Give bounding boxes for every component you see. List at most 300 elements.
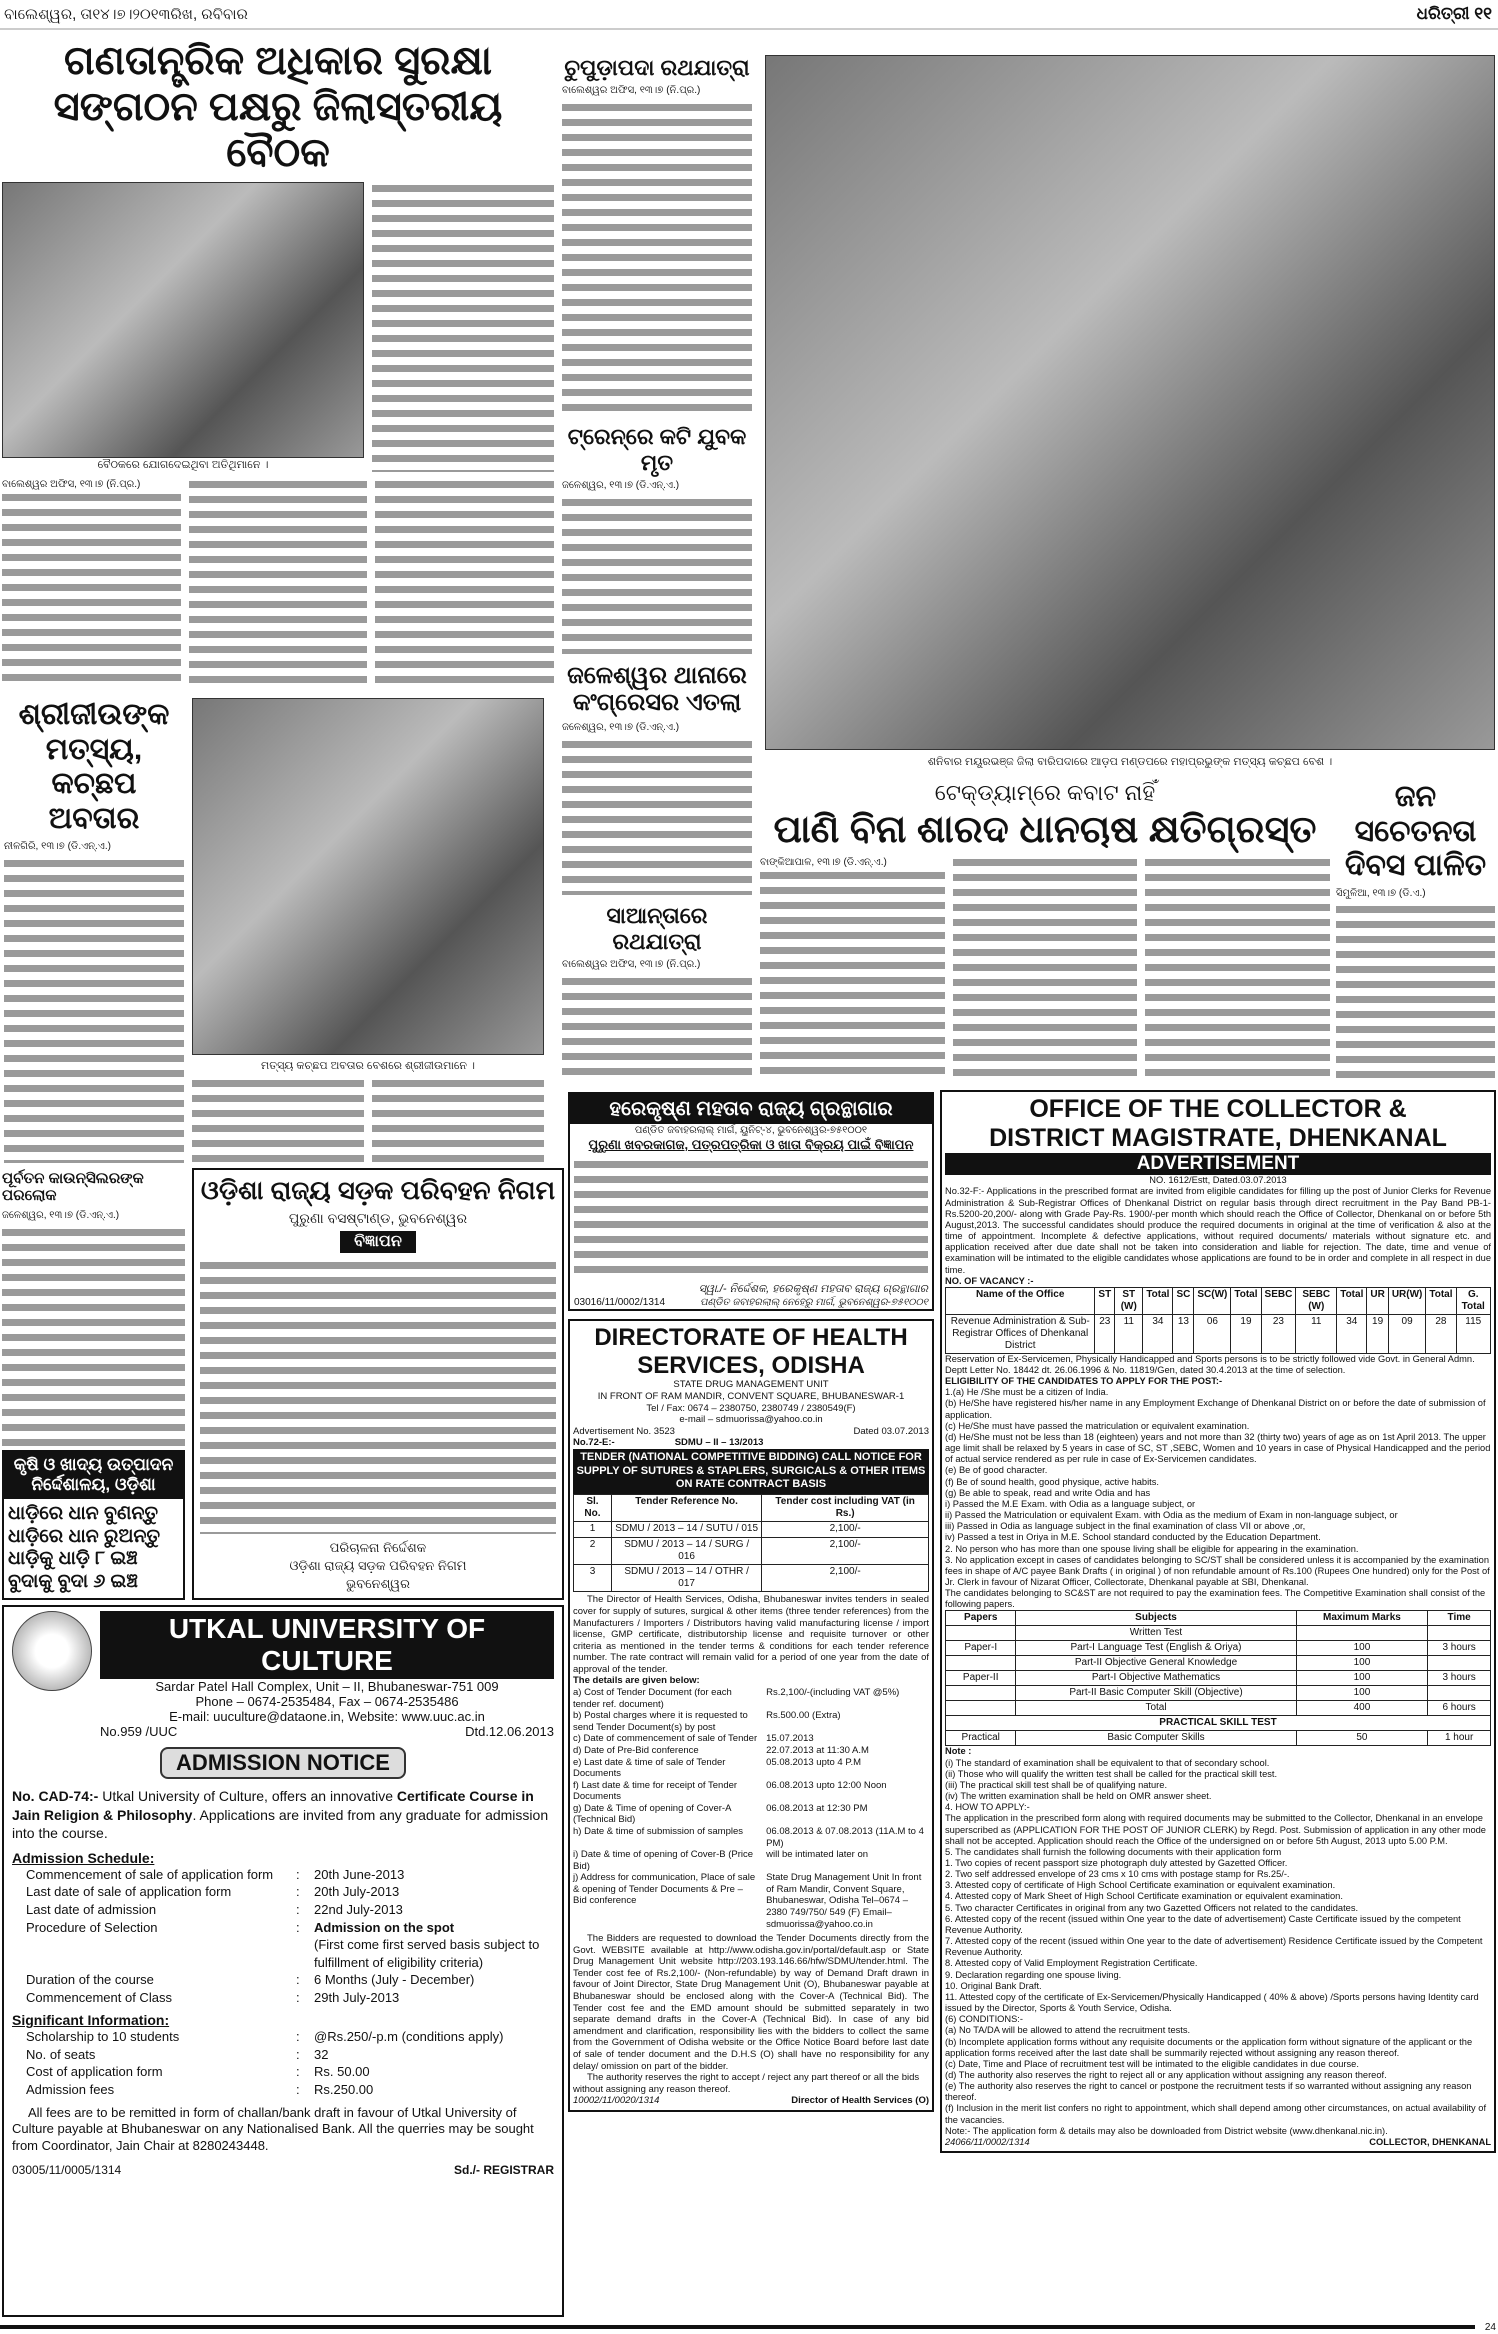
course-name: Certificate Course in Jain Religion & Philosophy [12, 1788, 534, 1823]
story-headline: ଗଣତାନ୍ତ୍ରିକ ଅଧିକାର ସୁରକ୍ଷା ସଙ୍ଗଠନ ପକ୍ଷରୁ ଜିଲାସ୍ତରୀୟ ବୈଠକ [53, 39, 503, 175]
exam-cell: 50 [1296, 1731, 1428, 1746]
table-header: Tender cost including VAT (in Rs.) [762, 1495, 929, 1522]
tender-table [573, 1494, 929, 1592]
vacancy-header: G. Total [1456, 1287, 1490, 1314]
story-dateline: ବାଙ୍କିଆପାଳ, ୧୩।୭ (ଡି.ଏନ୍.ଏ.) [760, 857, 887, 869]
vacancy-table [945, 1287, 1491, 1354]
ad-title-2: DISTRICT MAGISTRATE, DHENKANAL [989, 1123, 1447, 1152]
vacancy-cell: 28 [1426, 1314, 1456, 1353]
footer-text: The Bidders are requested to download the Tender Documents directly from the Govt. WEBSITE available at http://www.odisha.gov.in/portal/default.asp or State Drug Management Unit website http://203.193.146.66/hfw/SDMU/tender.html. The Tender cost fee of Rs.2,100/- (Non-refundable) by way of Demand Draft drawn in favour of Joint Director, State Drug Management Unit (O), Bhubaneswar payable at Bhubaneswar should be enclosed along with the Cover-A (Technical Bid). The Tender cost fee and the EMD amount should be submitted separately in two separate demand drafts in the Cover-A (Technical Bid). In case of any bid amendment and clarification, responsibility lies with the bidders to collect the same from the Government of Odisha website or the Office Notice Board before last date of sale of tender document and the D.H.S (O) shall have no responsibility for any delay/ omission on part of the bidder. [573, 1933, 929, 2072]
note-item: 6. Attested copy of the recent (issued within One year to the date of advertisement) Caste Certificate issued by the competent Revenue Authority. [945, 1913, 1461, 1935]
detail-row [573, 1733, 929, 1745]
footer-rule [0, 2325, 1475, 2329]
page-label: ଧରିତ୍ରୀ ୧୧ [1416, 4, 1492, 23]
row-label: Scholarship to 10 students [26, 2029, 180, 2045]
eligibility-item: i) Passed the M.E Exam. with Odia as a language subject, or [945, 1498, 1196, 1509]
meeting-photo [2, 182, 364, 458]
vacancy-header: Total [1337, 1287, 1367, 1314]
row-value [314, 1901, 554, 1919]
exam-cell [946, 1626, 1016, 1641]
row-colon: : [296, 2029, 300, 2045]
exam-row [946, 1626, 1491, 1641]
exam-cell: Part-II Basic Computer Skill (Objective) [1016, 1686, 1296, 1701]
practical-title: PRACTICAL SKILL TEST [946, 1716, 1491, 1731]
vacancy-cell: 23 [1261, 1314, 1296, 1353]
story-kicker: ଟେକ୍‌ଡ୍ୟାମ୍‌ରେ କବାଟ ନାହିଁ [934, 780, 1156, 805]
story-body [375, 478, 554, 683]
detail-row [573, 1872, 929, 1930]
exam-cell: 400 [1296, 1701, 1428, 1716]
exam-cell: Paper-I [946, 1641, 1016, 1656]
row-value [314, 1971, 554, 1989]
footer-page-no: 24 [1484, 2322, 1496, 2333]
row-value-main: 29th July-2013 [314, 1989, 400, 2005]
schedule-list [12, 1866, 554, 2006]
note-item: (f) Inclusion in the merit list confers no right to appointment, which shall depend among other circumstances, on actual availability of the vacancies. [945, 2103, 1487, 2125]
exam-cell [1428, 1626, 1491, 1641]
story-headline: ପାଣି ବିନା ଶାରଦ ଧାନଚାଷ କ୍ଷତିଗ୍ରସ୍ତ [773, 809, 1317, 852]
story-1 [2, 38, 554, 683]
exam-cell: 1 hour [1428, 1731, 1491, 1746]
library-ad [568, 1092, 934, 1311]
detail-label: b) Postal charges where it is requested to send Tender Document(s) by post [573, 1710, 748, 1733]
row-value-main: 32 [314, 2046, 329, 2062]
rath-festival-photo [765, 55, 1495, 750]
schedule-title: Admission Schedule: [12, 1849, 155, 1866]
exam-header: Time [1428, 1611, 1491, 1626]
note-item: 2. Two self addressed envelope of 23 cms x 10 cms with postage stamp for Rs.25/-. [945, 1869, 1290, 1880]
note-item: 3. Attested copy of certificate of High School Certificate examination or equivalent examination. [945, 1880, 1336, 1891]
detail-row [573, 1803, 929, 1826]
details-list [573, 1687, 929, 1930]
story-headline: ଚୁପୁଡ଼ାପଦା ରଥଯାତ୍ରା [564, 55, 750, 80]
table-cell: SDMU / 2013 – 14 / SURG / 016 [611, 1537, 761, 1564]
vacancy-header: SC [1173, 1287, 1194, 1314]
exam-row [946, 1701, 1491, 1716]
note-item: (d) The authority also reserves the right to reject all or any application without assigning any reason thereof. [945, 2069, 1387, 2080]
vacancy-header: SEBC [1261, 1287, 1296, 1314]
detail-value: 06.08.2013 & 07.08.2013 (11A.M to 4 PM) [766, 1825, 924, 1849]
exam-header: Maximum Marks [1296, 1611, 1428, 1626]
practical-row [946, 1731, 1491, 1746]
note-item: The application in the prescribed form along with required documents may be submitted to the Collector, Dhenkanal in an envelope superscribed as (APPLICATION FOR THE POST OF JUNIOR CLERK) by Regd. Post. Submission of application in any other mode shall not be accepted. Application should reach the Office of the undersigned on or before 5th August, 2013 upto 5.00 P.M. [945, 1813, 1486, 1846]
table-cell: 2,100/- [762, 1522, 929, 1537]
schedule-row [26, 2063, 554, 2081]
schedule-row [26, 2046, 554, 2064]
address: Sardar Patel Hall Complex, Unit – II, Bhubaneswar-751 009 [155, 1679, 499, 1695]
detail-label: h) Date & time of submission of samples [573, 1825, 744, 1837]
detail-row [573, 1849, 929, 1872]
note-item: (iv) The written examination shall be held on OMR answer sheet. [945, 1791, 1212, 1802]
note-item: 5. Two character Certificates in original from any two Gazetted Officers not related to the candidates. [945, 1902, 1359, 1913]
exam-row [946, 1671, 1491, 1686]
eligibility-item: (f) Be of sound health, good physique, active habits. [945, 1476, 1159, 1487]
story-headline: ଟ୍ରେନ୍‌ରେ କଟି ଯୁବକ ମୃତ [567, 424, 747, 475]
reservation: Reservation of Ex-Servicemen, Physically Handicapped and Sports persons is to be strictly followed vide Govt. in General Admn. Deptt Letter No. 18442 dt. 26.06.1996 & No. 11819/Gen, dated 30.4.2013 at the time of selection. [945, 1353, 1475, 1376]
vacancy-header: UR(W) [1388, 1287, 1426, 1314]
detail-value: 06.08.2013 at 12:30 PM [766, 1802, 868, 1814]
ad-code: 10002/11/0020/1314 [573, 2095, 660, 2107]
detail-label: i) Date & time of opening of Cover-B (Price Bid) [573, 1849, 754, 1872]
vacancy-title: NO. OF VACANCY :- [945, 1275, 1034, 1286]
table-header: Sl. No. [574, 1495, 612, 1522]
note-item: 8. Attested copy of Valid Employment Registration Certificate. [945, 1958, 1198, 1969]
vacancy-header: Total [1426, 1287, 1456, 1314]
vacancy-cell: 19 [1231, 1314, 1261, 1353]
exam-cell: Part-I Language Test (English & Oriya) [1016, 1641, 1296, 1656]
ref: NO. 1612/Estt, Dated.03.07.2013 [1149, 1175, 1287, 1186]
schedule-row [26, 1866, 554, 1884]
sdmu-ref: SDMU – II – 13/2013 [674, 1437, 764, 1449]
exam-row [946, 1656, 1491, 1671]
exam-cell: Written Test [1016, 1626, 1296, 1641]
row-value [314, 1883, 554, 1901]
middle-ads [568, 1092, 934, 2112]
row-value-main: Rs. 50.00 [314, 2064, 370, 2080]
note-item: 7. Attested copy of the recent (issued within One year to the date of advertisement) Residence Certificate issued by the Competent Revenue Authority. [945, 1936, 1483, 1958]
story-body [1336, 903, 1495, 1081]
exam-header: Papers [946, 1611, 1016, 1626]
info-title: Significant Information: [12, 2012, 170, 2029]
exam-cell: 3 hours [1428, 1671, 1491, 1686]
column-2 [562, 55, 752, 1080]
story-body [953, 856, 1138, 1080]
row-value-main: Admission on the spot [314, 1919, 455, 1935]
eligibility-item: (c) He/She must have passed the matriculation or equivalent examination. [945, 1420, 1250, 1431]
row-colon: : [296, 1972, 300, 1988]
story-body [192, 1077, 364, 1163]
fees-note: All fees are to be remitted in form of challan/bank draft in favour of Utkal University of Culture payable at Bhubaneswar on any Nationalised Bank. All the querries may be sought from Coordinator, Jain Chair at 8280243448. [12, 2104, 534, 2154]
story-body [760, 869, 945, 1080]
vacancy-cell: 09 [1388, 1314, 1426, 1353]
row-colon: : [296, 1902, 300, 1918]
exam-intro: The candidates belonging to SC&ST are not required to pay the examination fees. The Competitive Examination shall consist of the following papers. [945, 1588, 1486, 1610]
exam-cell: Total [1016, 1701, 1296, 1716]
registrar-sign: Sd./- REGISTRAR [453, 2163, 554, 2178]
story-dateline: ବାଲେଶ୍ୱର ଅଫିସ, ୧୩।୭ (ନି.ପ୍ର.) [2, 479, 141, 490]
vacancy-header: ST [1095, 1287, 1115, 1314]
note-item: (ii) Those who will qualify the written test shall be called for the practical skill test. [945, 1768, 1278, 1779]
note-item: 9. Declaration regarding one spouse living. [945, 1969, 1122, 1980]
eligibility-item: (d) He/She must not be less than 18 (eighteen) years and not more than 32 (thirty two) years of age as on 1st April 2013. The upper age limit shall be relaxed by 5 years in case of SC, ST ,SEBC, Women and 10 years in case of Physical Handicapped and the period of actual service rendered as per rule in case of Ex-Servicemen candidates. [945, 1431, 1491, 1465]
email: e-mail – sdmuorissa@yahoo.co.in [679, 1414, 823, 1426]
vacancy-header: UR [1367, 1287, 1388, 1314]
table-cell: 2 [574, 1537, 612, 1564]
table-cell: 2,100/- [762, 1565, 929, 1592]
row-value-main: 6 Months (July - December) [314, 1972, 475, 1988]
ad-subtitle: ପୁରୁଣା ବସଷ୍ଟାଣ୍ଡ, ଭୁବନେଶ୍ୱର [288, 1209, 468, 1226]
eligibility-list [945, 1387, 1491, 1588]
ad-title: UTKAL UNIVERSITY OF CULTURE [100, 1611, 554, 1679]
exam-cell: 100 [1296, 1686, 1428, 1701]
story-body [562, 975, 752, 1080]
row-value [314, 1989, 554, 2007]
note-item: (iii) The practical skill test shall be of qualifying nature. [945, 1779, 1168, 1790]
ad-title: କୃଷି ଓ ଖାଦ୍ୟ ଉତ୍ପାଦନ ନିର୍ଦ୍ଦେଶାଳୟ, ଓଡ଼ିଶା [4, 1452, 183, 1499]
story-body [372, 1077, 544, 1163]
detail-value: Rs.500.00 (Extra) [766, 1710, 841, 1722]
footer-text-2: The authority reserves the right to accept / reject any part thereof or all the bids without assigning any reason thereof. [573, 2072, 920, 2095]
note-item: (a) No TA/DA will be allowed to attend the recruitment tests. [945, 2025, 1191, 2036]
row-value [314, 2063, 554, 2081]
note-item: 5. The candidates shall furnish the following documents with their application form [945, 1846, 1282, 1857]
story-dateline: ଜଳେଶ୍ୱର, ୧୩।୭ (ଡି.ଏନ୍.ଏ.) [2, 1209, 120, 1221]
note-item: 4. Attested copy of Mark Sheet of High School Certificate examination or equivalent examination. [945, 1891, 1343, 1902]
table-row [574, 1537, 929, 1564]
tender-banner: TENDER (NATIONAL COMPETITIVE BIDDING) CALL NOTICE FOR SUPPLY OF SUTURES & STAPLERS, SURGICALS & OTHER ITEMS ON RATE CONTRACT BASIS [573, 1449, 929, 1494]
exam-cell [946, 1656, 1016, 1671]
ad-label: ବିଜ୍ଞାପନ [340, 1231, 416, 1253]
ad-subtitle: ପୁରୁଣା ଖବରକାଗଜ, ପତ୍ରପତ୍ରିକା ଓ ଖାତା ବିକ୍ରୟ ପାଇଁ ବିଜ୍ଞାପନ [588, 1137, 914, 1152]
ad-banner: ADVERTISEMENT [945, 1153, 1491, 1176]
story-2-photo [192, 698, 544, 1163]
ref-no: No.959 /UUC [100, 1724, 178, 1740]
vacancy-header: Total [1143, 1287, 1173, 1314]
eligibility-item: 3. No application except in cases of candidates belonging to SC/ST shall be considered unless it is accompanied by the examination fees in shape of A/C payee Bank Drafts ( in original ) of non refundable amount of Rs.100 (Rupees One hundred) only for the Post of Jr. Clerk in favour of Nizarat Officer, Collectorate, Dhenkanal payable at SBI, Dhenkanal. [945, 1554, 1490, 1587]
story-dateline: ନୀଳଗିରି, ୧୩।୭ (ଡି.ଏନ୍.ଏ.) [4, 841, 111, 852]
row-value [314, 2028, 554, 2046]
story-body [372, 182, 554, 472]
schedule-row [26, 2028, 554, 2046]
story-body [562, 496, 752, 654]
ad-body: ଧାଡ଼ିରେ ଧାନ ବୁଣନ୍ତୁ ଧାଡ଼ିରେ ଧାନ ରୁଅନ୍ତୁ ଧାଡ଼ିକୁ ଧାଡ଼ି ୮ ଇଞ୍ଚ ବୁଦାକୁ ବୁଦା ୬ ଇଞ୍ଚ [8, 1502, 161, 1593]
detail-label: j) Address for communication, Place of sale & opening of Tender Documents & Pre – Bid conference [573, 1872, 756, 1907]
row-label: Procedure of Selection [26, 1919, 158, 1935]
no: No.72-E:- [573, 1437, 615, 1449]
info-list [12, 2028, 554, 2098]
vacancy-cell: 115 [1456, 1314, 1490, 1353]
exam-cell: 100 [1296, 1641, 1428, 1656]
vacancy-cell: 34 [1143, 1314, 1173, 1353]
story-headline: ଜଳେଶ୍ୱର ଥାନାରେ କଂଗ୍ରେସର ଏତଲା [567, 661, 747, 717]
exam-cell [1428, 1656, 1491, 1671]
ad-title: DIRECTORATE OF HEALTH SERVICES, ODISHA [594, 1324, 908, 1379]
detail-label: f) Last date & time for receipt of Tender Documents [573, 1779, 738, 1803]
row-label: Commencement of Class [26, 1989, 172, 2005]
row-value-main: 20th July-2013 [314, 1884, 400, 1900]
row-value-main: 20th June-2013 [314, 1866, 405, 1882]
detail-row [573, 1710, 929, 1733]
exam-cell [1428, 1686, 1491, 1701]
ad-body [200, 1259, 556, 1534]
agriculture-ad [2, 1450, 185, 1600]
eligibility-item: 2. No person who has more than one spouse living shall be eligible for appearing in the examination. [945, 1543, 1359, 1554]
page-footer [0, 2322, 1498, 2334]
story-dateline: ଜଳେଶ୍ୱର, ୧୩।୭ (ଡି.ଏନ୍.ଏ.) [562, 721, 680, 733]
intro: No.32-F:- Applications in the prescribed format are invited from eligible candidates for filling up the post of Junior Clerks for Revenue Administration & Sub-Registrar Offices of Dhenkanal District on regular basis through direct recruitment in the Pay Band PB-1-Rs.5200-20,200/- along with Grade Pay-Rs. 1900/-per month which should reach the Office of Collector, Dhenkanal on or before 5th August,2013. The successful candidates should produce the required documents in original at the time of verification & also at the time of appointment. Incomplete & defective applications, without required documents/ materials without signature etc. and application received after due date shall not be taken into consideration and liable for rejection. The date, time and venue of examination will be intimated to the eligible candidates whose applications are found to be in order and complete in all respect in due time. [945, 1186, 1491, 1275]
tender-body: The Director of Health Services, Odisha, Bhubaneswar invites tenders in sealed cover for supply of sutures, surgical & other items (three tender references) from the Manufacturers / Importers / Distributors having valid manufacturing license / import license, GMP certificate, distributorship license and requisite turnover or other criteria as mentioned in the tender terms & conditions for each tender reference number. The rate contract will remain valid for a period of one year from the date of approval of the tender. [573, 1594, 929, 1675]
vacancy-header: SC(W) [1194, 1287, 1231, 1314]
vacancy-cell: 34 [1337, 1314, 1367, 1353]
ad-address: ପଣ୍ଡିତ ଜବାହରଲାଲ୍ ମାର୍ଗ, ୟୁନିଟ୍-୪, ଭୁବନେଶ୍ୱର-୭୫୧୦୦୧ [634, 1125, 868, 1136]
row-label: No. of seats [26, 2046, 96, 2062]
row-value [314, 2081, 554, 2099]
vacancy-header: SEBC (W) [1296, 1287, 1337, 1314]
row-label: Cost of application form [26, 2064, 163, 2080]
detail-value: 15.07.2013 [766, 1733, 814, 1745]
story-body [189, 478, 368, 683]
vacancy-cell: Revenue Administration & Sub-Registrar Offices of Dhenkanal District [946, 1314, 1095, 1353]
eligibility-item: 1.(a) He /She must be a citizen of India. [945, 1387, 1109, 1398]
row-value-main: Rs.250.00 [314, 2081, 374, 2097]
table-cell: 3 [574, 1565, 612, 1592]
story-headline: ଜନ ସଚେତନତା ଦିବସ ପାଳିତ [1344, 780, 1487, 882]
eligibility-item: iii) Passed in Odia as language subject in the final examination of class VII or above ,or, [945, 1521, 1306, 1532]
exam-cell: Part-I Objective Mathematics [1016, 1671, 1296, 1686]
collector-ad [940, 1090, 1496, 2153]
ad-code: 03016/11/0002/1314 [574, 1297, 666, 1309]
address: IN FRONT OF RAM MANDIR, CONVENT SQUARE, BHUBANESWAR-1 [597, 1390, 905, 1402]
story-dateline: ସିମୁଳିଆ, ୧୩।୭ (ଡି.ଏ.) [1336, 887, 1426, 899]
exam-row [946, 1641, 1491, 1656]
left-lower [2, 1170, 185, 1600]
row-value-main: 22nd July-2013 [314, 1902, 403, 1918]
table-cell: SDMU / 2013 – 14 / SUTU / 015 [611, 1522, 761, 1537]
utkal-university-ad [2, 1605, 564, 2317]
vacancy-cell: 11 [1115, 1314, 1143, 1353]
photo-caption: ମତ୍ସ୍ୟ କଚ୍ଛପ ଅବତାର ବେଶରେ ଶ୍ରୀଜୀଉମାନେ । [261, 1059, 475, 1072]
table-cell: 1 [574, 1522, 612, 1537]
note-item: (b) Incomplete application forms without any requisite documents or the application form without signature of the applicant or the application forms received after the last date shall be summarily rejected without assigning any reason thereof. [945, 2036, 1473, 2058]
story-body [2, 491, 181, 683]
eligibility-item: (g) Be able to speak, read and write Odia and has [945, 1487, 1151, 1498]
page-header [0, 0, 1498, 30]
vacancy-cell: 19 [1367, 1314, 1388, 1353]
vacancy-cell: 11 [1296, 1314, 1337, 1353]
note-item: (6) CONDITIONS:- [945, 2014, 1023, 2025]
row-value [314, 2046, 554, 2064]
dated: Dated 03.07.2013 [853, 1425, 929, 1437]
detail-label: g) Date & Time of opening of Cover-A (Technical Bid) [573, 1802, 731, 1826]
exam-cell: Basic Computer Skills [1016, 1731, 1296, 1746]
eligibility-item: (b) He/She have registered his/her name in any Employment Exchange of Dhenkanal District on or before the date of submission of application. [945, 1398, 1486, 1420]
intro-text: Utkal University of Culture, offers an innovative [98, 1788, 397, 1805]
row-colon: : [296, 2081, 300, 2097]
ad-title: ହରେକୃଷ୍ଣ ମହତାବ ରାଜ୍ୟ ଗ୍ରନ୍ଥାଗାର [570, 1094, 932, 1124]
email: E-mail: uuculture@dataone.in, Website: www.uuc.ac.in [169, 1709, 485, 1725]
story-body [4, 857, 184, 1163]
story-body [1145, 856, 1330, 1080]
row-label: Commencement of sale of application form [26, 1866, 274, 1882]
schedule-row [26, 1901, 554, 1919]
row-value [314, 1919, 554, 1972]
date: Dtd.12.06.2013 [465, 1724, 554, 1740]
note-item: (c) Date, Time and Place of recruitment test will be intimated to the eligible candidates in due course. [945, 2058, 1359, 2069]
note-item: 4. HOW TO APPLY:- [945, 1802, 1030, 1813]
detail-value: 06.08.2013 upto 12:00 Noon [766, 1779, 887, 1791]
detail-value: Rs.2,100/-(including VAT @5%) [766, 1687, 900, 1699]
story-headline: ଶ୍ରୀଜୀଉଙ୍କ ମତ୍ସ୍ୟ, କଚ୍ଛପ ଅବତାର [18, 698, 170, 835]
detail-label: e) Last date & time of sale of Tender Documents [573, 1756, 726, 1780]
vacancy-header: ST (W) [1115, 1287, 1143, 1314]
ad-code: 24066/11/0002/1314 [945, 2136, 1030, 2147]
table-cell: SDMU / 2013 – 14 / OTHR / 017 [611, 1565, 761, 1592]
exam-cell [946, 1701, 1016, 1716]
row-colon: : [296, 2046, 300, 2062]
ad-body [574, 1158, 928, 1278]
table-row [574, 1565, 929, 1592]
table-cell: 2,100/- [762, 1537, 929, 1564]
exam-cell: 6 hours [1428, 1701, 1491, 1716]
story-body [562, 101, 752, 416]
detail-row [573, 1757, 929, 1780]
vacancy-cell: 23 [1095, 1314, 1115, 1353]
row-colon: : [296, 1866, 300, 1882]
notice-no: No. CAD-74:- [12, 1788, 99, 1805]
notes-list [945, 1758, 1491, 2126]
vacancy-header: Total [1231, 1287, 1261, 1314]
exam-table [945, 1610, 1491, 1746]
note-item: (e) The authority also reserves the right to cancel or postpone the recruitment tests if so warranted without assigning any reason thereof. [945, 2081, 1472, 2103]
detail-label: a) Cost of Tender Document (for each tender ref. document) [573, 1687, 732, 1710]
story-2-text [4, 698, 184, 1163]
detail-row [573, 1780, 929, 1803]
story-8 [1336, 780, 1495, 1080]
story-body [562, 738, 752, 896]
vacancy-cell: 13 [1173, 1314, 1194, 1353]
exam-cell: Practical [946, 1731, 1016, 1746]
exam-header: Subjects [1016, 1611, 1296, 1626]
phone: Phone – 0674-2535484, Fax – 0674-2535486 [195, 1694, 459, 1710]
eligibility-item: (e) Be of good character. [945, 1465, 1048, 1476]
vacancy-cell: 06 [1194, 1314, 1231, 1353]
health-services-ad [568, 1319, 934, 2112]
eligibility-title: ELIGIBILITY OF THE CANDIDATES TO APPLY FOR THE POST:- [945, 1376, 1223, 1387]
detail-row [573, 1745, 929, 1757]
adv-no: Advertisement No. 3523 [573, 1425, 675, 1437]
ad-sign-address: ପଣ୍ଡିତ ଜବାହରଲାଲ୍ ନେହେରୁ ମାର୍ଗ, ଭୁବନେଶ୍ୱର-୭୫୧୦୦୧ [700, 1297, 928, 1309]
table-row [574, 1522, 929, 1537]
osrtc-ad [192, 1168, 564, 1600]
note-item: 10. Original Bank Draft. [945, 1980, 1042, 1991]
practical-title-row [946, 1716, 1491, 1731]
exam-cell: Part-II Objective General Knowledge [1016, 1656, 1296, 1671]
exam-cell: 100 [1296, 1671, 1428, 1686]
ad-sign: ସ୍ୱା./- ନିର୍ଦ୍ଦେଶକ, ହରେକୃଷ୍ଣ ମହତାବ ରାଜ୍ୟ ଗ୍ରନ୍ଥାଗାର [698, 1282, 928, 1295]
row-value [314, 1866, 554, 1884]
eligibility-item: ii) Passed the Matriculation or equivalent Exam. with Odia as the medium of Exam in non-language subject, or [945, 1510, 1398, 1521]
detail-row [573, 1826, 929, 1849]
story-dateline: ବାଲେଶ୍ୱର ଅଫିସ, ୧୩।୭ (ନି.ପ୍ର.) [562, 85, 701, 97]
notice-title: ADMISSION NOTICE [160, 1747, 406, 1779]
unit: STATE DRUG MANAGEMENT UNIT [673, 1379, 829, 1391]
ad-title: ଓଡ଼ିଶା ରାଜ୍ୟ ସଡ଼କ ପରିବହନ ନିଗମ [200, 1175, 556, 1205]
table-header: Tender Reference No. [611, 1495, 761, 1522]
story-body [2, 1226, 185, 1447]
ad-sign: COLLECTOR, DHENKANAL [1369, 2136, 1491, 2147]
exam-cell [1296, 1626, 1428, 1641]
row-colon: : [296, 1989, 300, 2005]
detail-label: c) Date of commencement of sale of Tender [573, 1733, 758, 1745]
detail-row [573, 1687, 929, 1710]
details-title: The details are given below: [573, 1675, 700, 1687]
ad-signatory-place: ଭୁବନେଶ୍ୱର [346, 1576, 410, 1591]
note-item: 11. Attested copy of the certificate of Ex-Servicemen/Physically Handicapped ( 40% & above) /Sports persons having Identity card issued by the Director, Sports & Youth Service, Odisha. [945, 1991, 1479, 2014]
photo-caption: ଶନିବାର ମୟୂରଭଞ୍ଜ ଜିଲା ବାରିପଦାରେ ଆଡ଼ପ ମଣ୍ଡପରେ ମହାପ୍ରଭୁଙ୍କ ମତ୍ସ୍ୟ କଚ୍ଛପ ବେଶ । [927, 756, 1333, 768]
ad-sign: Director of Health Services (O) [791, 2095, 929, 2107]
row-label: Admission fees [26, 2081, 115, 2097]
detail-value: State Drug Management Unit In front of Ram Mandir, Convent Square, Bhubaneswar, Odisha Tel–0674 – 2380 749/750/ 549 (F) Email– sdmuorissa@yahoo.co.in [766, 1872, 922, 1930]
ad-signatory-org: ଓଡ଼ିଶା ରାଜ୍ୟ ସଡ଼କ ପରିବହନ ନିଗମ [289, 1558, 467, 1573]
ad-title: OFFICE OF THE COLLECTOR & [1029, 1095, 1407, 1123]
row-colon: : [296, 2064, 300, 2080]
schedule-row [26, 1883, 554, 1901]
schedule-row [26, 2081, 554, 2099]
row-colon: : [296, 1919, 300, 1935]
row-label: Last date of sale of application form [26, 1884, 232, 1900]
story-7 [760, 780, 1330, 1080]
row-value-note: (First come first served basis subject to fulfillment of eligibility criteria) [314, 1937, 540, 1970]
